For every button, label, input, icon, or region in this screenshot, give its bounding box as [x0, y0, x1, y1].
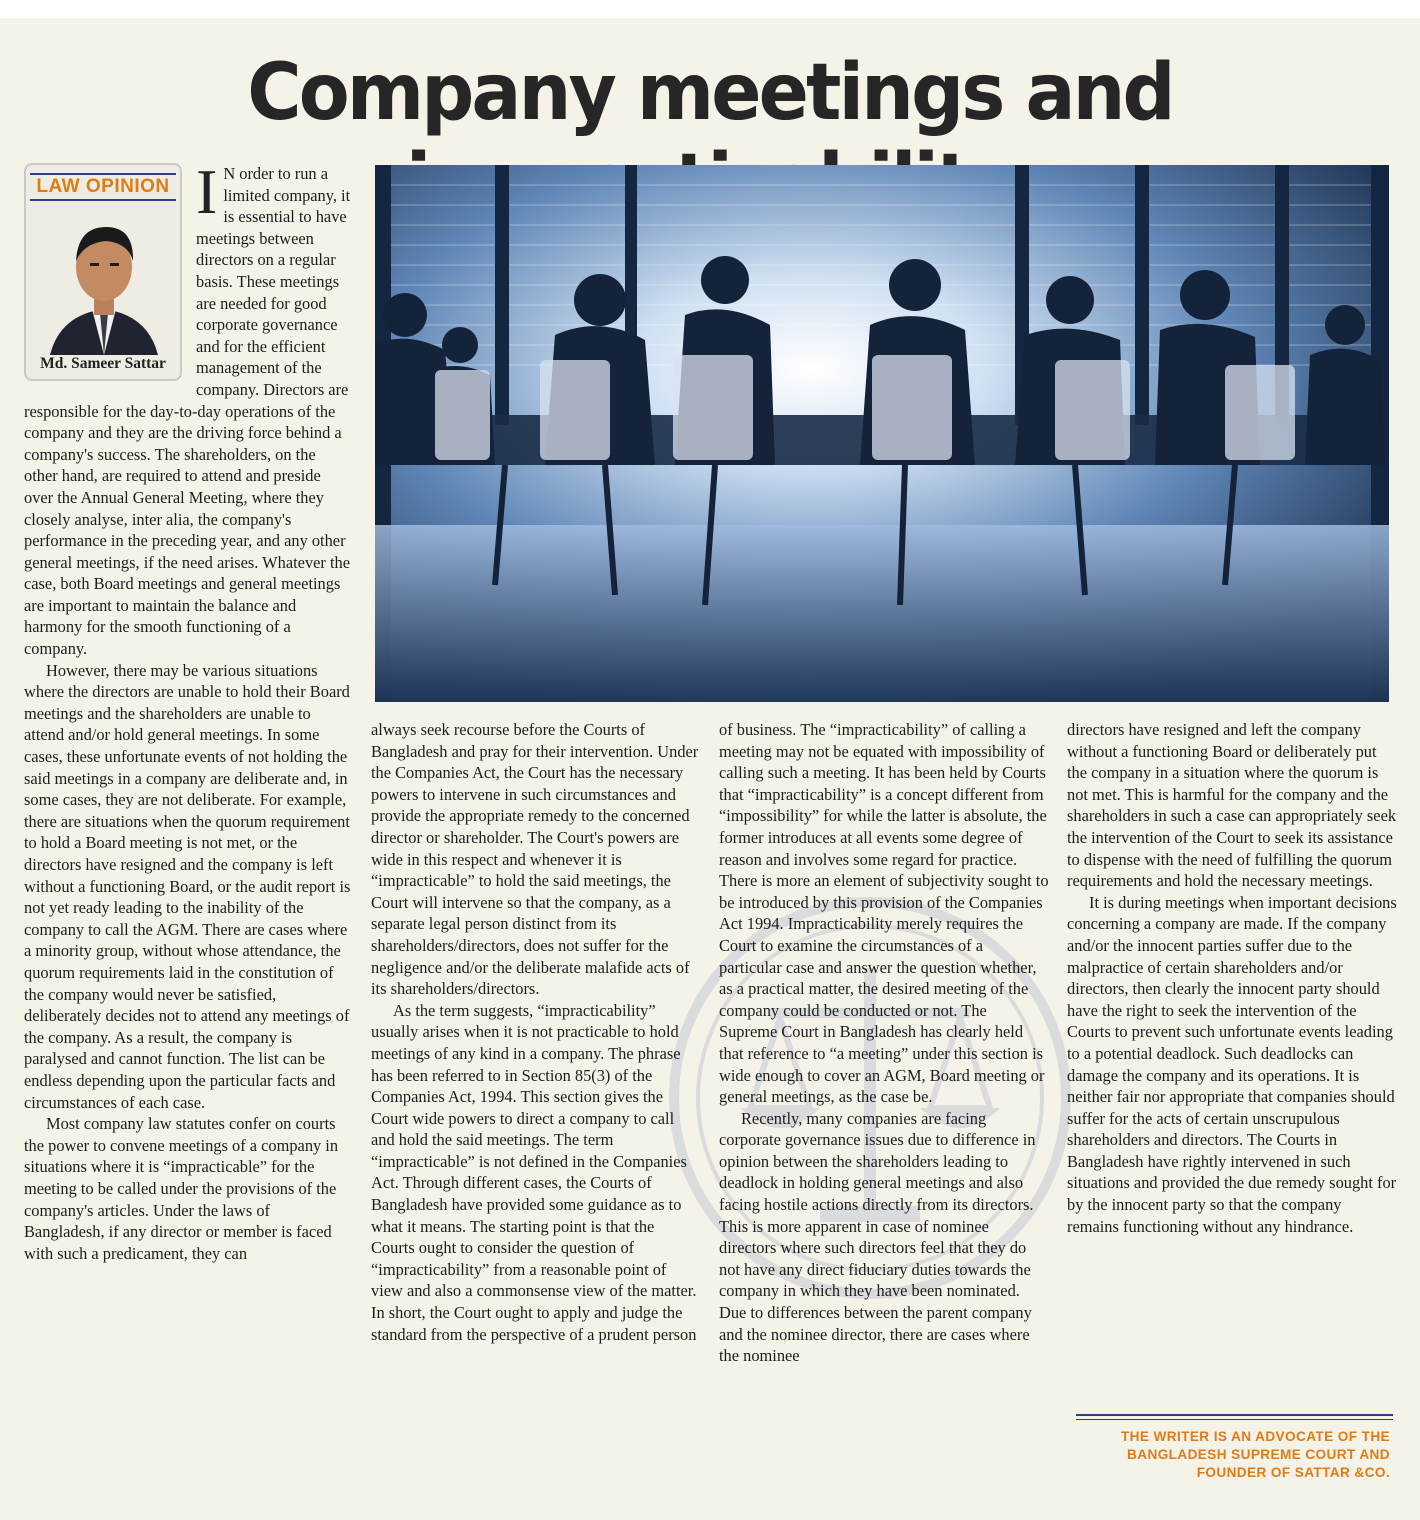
divider	[1076, 1414, 1393, 1416]
author-portrait-icon	[40, 205, 168, 355]
paragraph: As the term suggests, “impracticability” usually arises when it is not practicable to hold meetings of any kind in a company. The phrase has been referred to in Section 85(3) of the Companies Act, 1994. This section gives the Court wide powers to direct a company to call and hold the said meetings. The term “impracticable” is not defined in the Companies Act. Through different cases, the Courts of Bangladesh have provided some guidance as to what it means. The starting point is that the Courts ought to consider the question of “impracticability” from a reasonable point of view and also a commonsense view of the matter. In short, the Court ought to apply and judge the standard from the perspective of a prudent person	[371, 1000, 697, 1344]
article-column-3	[719, 719, 1049, 1503]
law-opinion-label: LAW OPINION	[30, 173, 176, 201]
paragraph: Recently, many companies are facing corporate governance issues due to difference in opinion between the shareholders leading to deadlock in holding general meetings and also facing hostile actions directly from its directors. This is more apparent in case of nominee directors where such directors feel that they do not have any direct fiduciary duties towards the company in which they have been nominated. Due to differences between the parent company and the nominee director, there are cases where the nominee	[719, 1108, 1036, 1366]
paragraph: Most company law statutes confer on courts the power to convene meetings of a company in situations where it is “impracticable” for the meeting to be called under the provisions of the company's articles. Under the laws of Bangladesh, if any director or member is faced with such a predicament, they can	[24, 1114, 339, 1263]
drop-cap: I	[196, 163, 218, 227]
divider	[1076, 1419, 1393, 1420]
paragraph: always seek recourse before the Courts of Bangladesh and pray for their intervention. Under the Companies Act, the Court has the necessary powers to intervene in such circumstances and provide the appropriate remedy to the concerned director or shareholder. The Court's powers are wide in this respect and whenever it is “impracticable” to hold the said meetings, the Court will intervene so that the company, as a separate legal person distinct from its shareholders/directors, does not suffer for the negligence and/or the deliberate malafide acts of its shareholders/directors.	[371, 720, 699, 999]
article-column-2	[371, 719, 701, 1503]
author-name: Md. Sameer Sattar	[40, 355, 166, 373]
paragraph: directors have resigned and left the company without a functioning Board or deliberately put the company in a situation where the quorum is not met. This is harmful for the company and the shareholders in such a case can appropriately seek the intervention of the Court to seek its assistance to dispense with the need of fulfilling the quorum requirements and hold the necessary meetings.	[1067, 720, 1397, 891]
paragraph: It is during meetings when important decisions concerning a company are made. If the company and/or the innocent parties suffer due to the malpractice of certain shareholders and/or directors, then clearly the innocent party should have the right to seek the intervention of the Courts to prevent such unfortunate events leading to a potential deadlock. Such deadlocks can damage the company and its operations. It is neither fair nor appropriate that companies should suffer for the acts of certain unscrupulous shareholders and directors. The Courts in Bangladesh have rightly intervened in such situations and provided the due remedy sought for by the innocent party so that the company remains functioning without any hindrance.	[1067, 892, 1397, 1236]
article-column-4	[1067, 719, 1397, 1419]
article-column-1	[24, 163, 352, 1503]
writer-note: THE WRITER IS AN ADVOCATE OF THE BANGLADESH SUPREME COURT AND FOUNDER OF SATTAR &CO.	[1120, 1429, 1390, 1480]
paragraph: N order to run a limited company, it is essential to have meetings between directors on a regular basis. These meetings are needed for good corporate governance and for the efficient management of the company. Directors are responsible for the day-to-day operations of the company and they are the driving force behind a company's success. The shareholders, on the other hand, are required to attend and preside over the Annual General Meeting, where they closely analyse, inter alia, the company's performance in the preceding year, and any other general meetings, if the need arises. Whatever the case, both Board meetings and general meetings are important to maintain the balance and harmony for the smooth functioning of a company.	[24, 164, 351, 659]
article-headline: Company meetings and	[247, 48, 1173, 138]
paragraph: of business. The “impracticability” of calling a meeting may not be equated with impossibility of calling such a meeting. It has been held by Courts that “impracticability” is a concept different from “impossibility” for while the latter is absolute, the former introduces at all events some degree of reason and involves some regard for practice. There is more an element of subjectivity sought to be introduced by this provision of the Companies Act 1994. Impracticability merely requires the Court to examine the circumstances of a particular case and answer the question whether, as a practical matter, the desired meeting of the company could be conducted or not. The Supreme Court in Bangladesh has clearly held that reference to “a meeting” under this section is wide enough to cover an AGM, Board meeting or general meetings, as the case be.	[719, 720, 1049, 1107]
paragraph: However, there may be various situations where the directors are unable to hold their Board meetings and the shareholders are unable to attend and/or hold general meetings. In some cases, these unfortunate events of not holding the said meetings in a company are deliberate and, in some cases, they are not deliberate. For example, there are situations when the quorum requirement to hold a Board meeting is not met, or the directors have resigned and the company is left without a functioning Board, or the audit report is not yet ready leading to the inability of the company to call the AGM. There are cases where a minority group, without whose attendance, the quorum requirements laid in the constitution of the company would never be satisfied, deliberately decides not to attend any meetings of the company. As a result, the company is paralysed and cannot function. The list can be endless depending upon the particular facts and circumstances of each case.	[24, 660, 351, 1112]
newspaper-page	[0, 18, 1420, 1520]
boardroom-silhouettes-photo	[375, 165, 1389, 702]
author-badge	[24, 163, 182, 381]
